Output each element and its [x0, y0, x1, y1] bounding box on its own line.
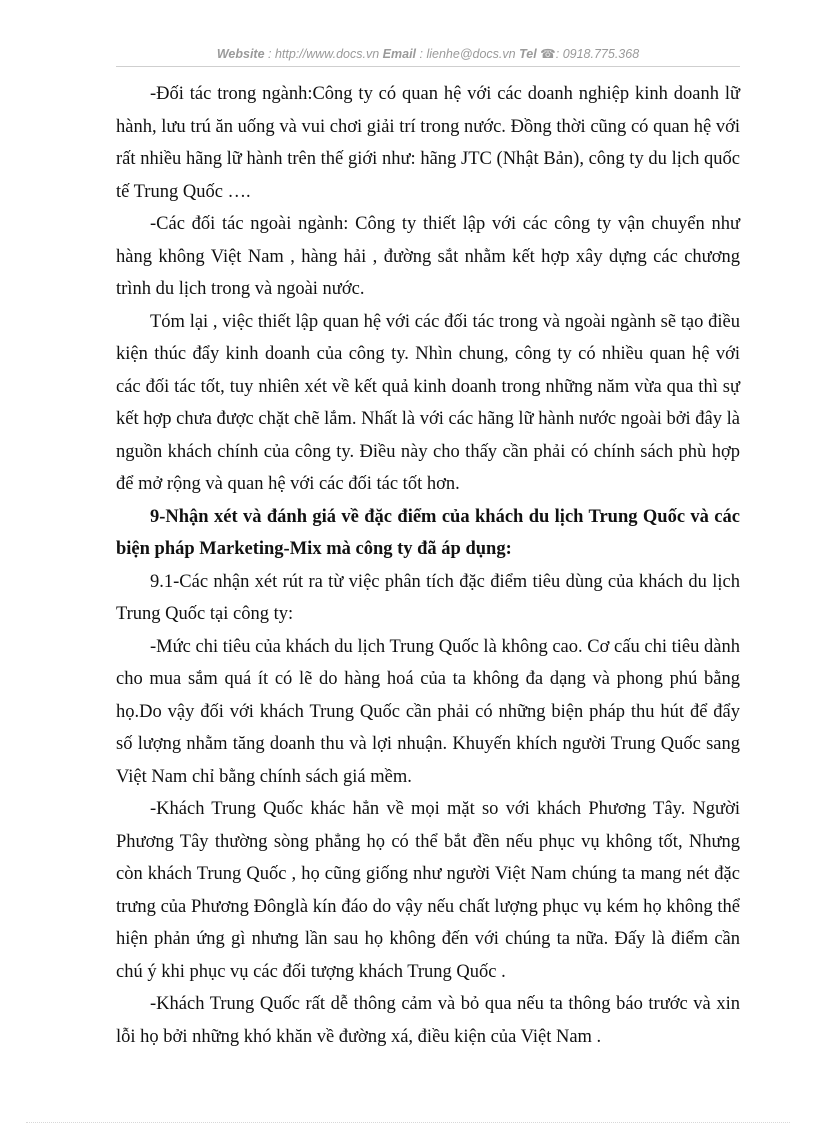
header-divider: [116, 66, 740, 67]
tel-label: Tel: [519, 47, 537, 61]
section-heading-9: 9-Nhận xét và đánh giá về đặc điểm của khách du lịch Trung Quốc và các biện pháp Marketing-Mix mà công ty đã áp dụng:: [116, 506, 740, 559]
paragraph-sympathy: -Khách Trung Quốc rất dễ thông cảm và bỏ qua nếu ta thông báo trước và xin lỗi họ bởi những khó khăn về đường xá, điều kiện của Việt Nam .: [116, 994, 740, 1047]
website-label: Website: [216, 47, 265, 61]
paragraph-external-partners: -Các đối tác ngoài ngành: Công ty thiết lập với các công ty vận chuyển như hàng không Việt Nam , hàng hải , đường sắt nhằm kết hợp xây dựng các chương trình du lịch trong và ngoài nước.: [116, 214, 740, 299]
email-value: : lienhe@docs.vn: [419, 47, 516, 61]
page-header: [116, 46, 740, 61]
phone-icon: ☎: [540, 47, 556, 61]
paragraph-behavior: -Khách Trung Quốc khác hẳn về mọi mặt so với khách Phương Tây. Người Phương Tây thường sòng phẳng họ có thể bắt đền nếu phục vụ không tốt, Nhưng còn khách Trung Quốc , họ cũng giống như người Việt Nam chúng ta mang nét đặc trưng của Phương Đônglà kín đáo do vậy nếu chất lượng phục vụ kém họ không thể hiện phản ứng gì nhưng lần sau họ không đến với chúng ta nữa. Đấy là điểm cần chú ý khi phục vụ các đối tượng khách Trung Quốc .: [116, 799, 740, 982]
website-value: : http://www.docs.vn: [268, 47, 380, 61]
paragraph-spending: -Mức chi tiêu của khách du lịch Trung Quốc là không cao. Cơ cấu chi tiêu dành cho mua sắm quá ít có lẽ do hàng hoá của ta không đa dạng và phong phú bằng họ.Do vậy đối với khách Trung Quốc cần phải có những biện pháp thu hút để đẩy số lượng nhằm tăng doanh thu và lợi nhuận. Khuyến khích người Trung Quốc sang Việt Nam chỉ bằng chính sách giá mềm.: [116, 636, 740, 787]
email-label: Email: [382, 47, 417, 61]
subsection-heading-9-1: 9.1-Các nhận xét rút ra từ việc phân tích đặc điểm tiêu dùng của khách du lịch Trung Quốc tại công ty:: [116, 571, 740, 624]
paragraph-internal-partners: -Đối tác trong ngành:Công ty có quan hệ với các doanh nghiệp kinh doanh lữ hành, lưu trú ăn uống và vui chơi giải trí trong nước. Đồng thời cũng có quan hệ với rất nhiều hãng lữ hành trên thế giới như: hãng JTC (Nhật Bản), công ty du lịch quốc tế Trung Quốc ….: [116, 84, 740, 202]
paragraph-summary: Tóm lại , việc thiết lập quan hệ với các đối tác trong và ngoài ngành sẽ tạo điều kiện thúc đẩy kinh doanh của công ty. Nhìn chung, công ty có nhiều quan hệ với các đối tác tốt, tuy nhiên xét về kết quả kinh doanh trong những năm vừa qua thì sự kết hợp chưa được chặt chẽ lắm. Nhất là với các hãng lữ hành nước ngoài bởi đây là nguồn khách chính của công ty. Điều này cho thấy cần phải có chính sách phù hợp để mở rộng và quan hệ với các đối tác tốt hơn.: [116, 311, 740, 494]
document-body: [116, 78, 740, 1053]
tel-value: : 0918.775.368: [555, 47, 640, 61]
